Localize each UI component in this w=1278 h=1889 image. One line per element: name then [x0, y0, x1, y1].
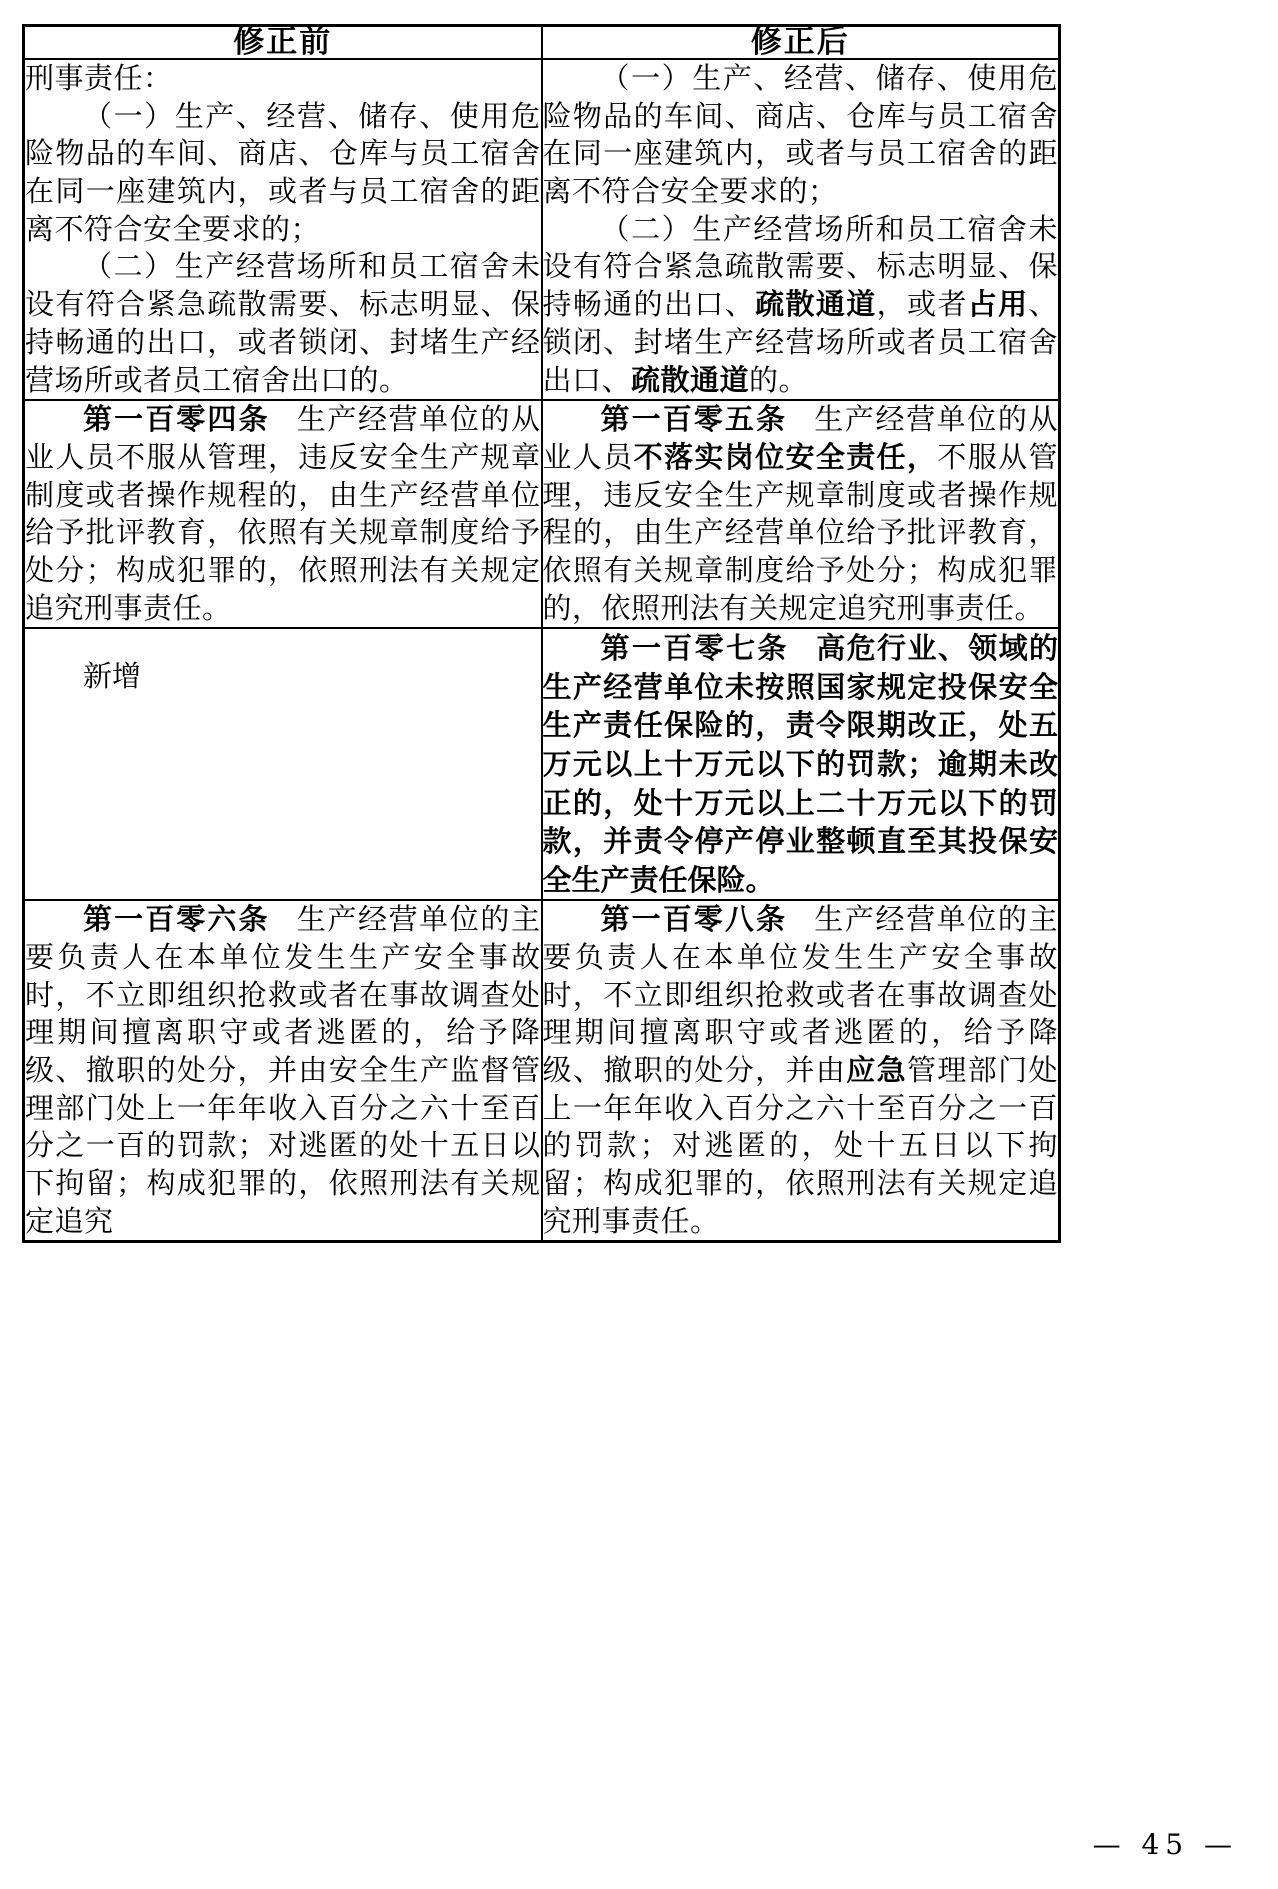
table-row: [24, 59, 1060, 400]
emphasized-text: 占用: [967, 287, 1029, 322]
article-number: 第一百零八条: [600, 902, 788, 937]
table-body: [24, 59, 1060, 1242]
table-header: [24, 26, 1060, 60]
table-header-row: [24, 26, 1060, 60]
page-number-footer: — 45 —: [1092, 1828, 1238, 1861]
body-text: 生产经营单位的从业人员不服从管理，违反安全生产规章制度或者操作规程的，由生产经营单位给予批评教育，依照有关规章制度给予处分；构成犯罪的，依照刑法有关规定追究刑事责任。: [25, 402, 541, 625]
body-text: 的。: [749, 362, 809, 397]
article-number: 第一百零四条: [83, 402, 270, 437]
emphasized-text: 疏散通道: [755, 287, 877, 322]
article-number: 第一百零六条: [83, 902, 270, 937]
emphasized-text: 高危行业、领域的生产经营单位未按照国家规定投保安全生产责任保险的，责令限期改正，处五万元以上十万元以下的罚款；逾期未改正的，处十万元以上二十万元以下的罚款，并责令停产停业整顿直至其投保安全生产责任保险。: [542, 631, 1058, 897]
column-header-before: 修正前: [24, 26, 542, 60]
body-text: 生产经营单位的主要负责人在本单位发生生产安全事故时，不立即组织抢救或者在事故调查处理期间擅离职守或者逃匿的，给予降级、撤职的处分，并由安全生产监督管理部门处上一年年收入百分之六十至百分之一百的罚款；对逃匿的处十五日以下拘留；构成犯罪的，依照刑法有关规定追究: [25, 902, 541, 1238]
cell-before-amendment: [24, 59, 542, 400]
body-text: （二）生产经营场所和员工宿舍未设有符合紧急疏散需要、标志明显、保持畅通的出口、: [542, 211, 1058, 322]
column-header-after: 修正后: [542, 26, 1060, 60]
emphasized-text: 应急: [846, 1053, 907, 1087]
cell-before-amendment: [24, 400, 542, 628]
cell-after-amendment: [542, 59, 1060, 400]
emphasized-text: 不落实岗位安全责任，: [633, 439, 938, 474]
body-text: 不服从管理，违反安全生产规章制度或者操作规程的，由生产经营单位给予批评教育，依照有关规章制度给予处分；构成犯罪的，依照刑法有关规定追究刑事责任。: [542, 439, 1058, 625]
article-paragraph: [543, 901, 1059, 1240]
clause-paragraph: 刑事责任：: [25, 61, 173, 95]
emphasized-text: 疏散通道: [631, 362, 750, 397]
body-text: 生产经营单位的从业人员: [542, 402, 1058, 474]
amendment-comparison-table: [22, 24, 1061, 1243]
clause-paragraph: （二）生产经营场所和员工宿舍未设有符合紧急疏散需要、标志明显、保持畅通的出口，或者锁闭、封堵生产经营场所或者员工宿舍出口的。: [25, 249, 541, 397]
cell-before-amendment: [24, 900, 542, 1242]
table-row: [24, 628, 1060, 900]
article-number: 第一百零五条: [600, 402, 788, 437]
comparison-table-container: [22, 24, 1058, 1243]
body-text: 管理部门处上一年年收入百分之六十至百分之一百的罚款；对逃匿的，处十五日以下拘留；构成犯罪的，依照刑法有关规定追究刑事责任。: [542, 1053, 1058, 1238]
body-text: 、锁闭、封堵生产经营场所或者员工宿舍出口、: [542, 287, 1058, 397]
article-paragraph: [25, 901, 541, 1240]
body-text: ，或者: [876, 287, 968, 322]
article-paragraph: [543, 629, 1059, 899]
article-paragraph: [543, 401, 1059, 627]
article-number: 第一百零七条: [600, 631, 789, 666]
cell-before-amendment: [24, 628, 542, 900]
article-paragraph: [25, 401, 541, 627]
clause-paragraph: [543, 211, 1059, 399]
new-addition-label: 新增: [83, 659, 142, 694]
clause-paragraph: （一）生产、经营、储存、使用危险物品的车间、商店、仓库与员工宿舍在同一座建筑内，或者与员工宿舍的距离不符合安全要求的；: [542, 61, 1058, 209]
table-row: [24, 400, 1060, 628]
cell-after-amendment: [542, 400, 1060, 628]
table-row: [24, 900, 1060, 1242]
clause-paragraph: （一）生产、经营、储存、使用危险物品的车间、商店、仓库与员工宿舍在同一座建筑内，或者与员工宿舍的距离不符合安全要求的；: [25, 98, 541, 246]
body-text: 生产经营单位的主要负责人在本单位发生生产安全事故时，不立即组织抢救或者在事故调查处理期间擅离职守或者逃匿的，给予降级、撤职的处分，并由: [542, 902, 1058, 1087]
cell-after-amendment: [542, 628, 1060, 900]
cell-after-amendment: [542, 900, 1060, 1242]
